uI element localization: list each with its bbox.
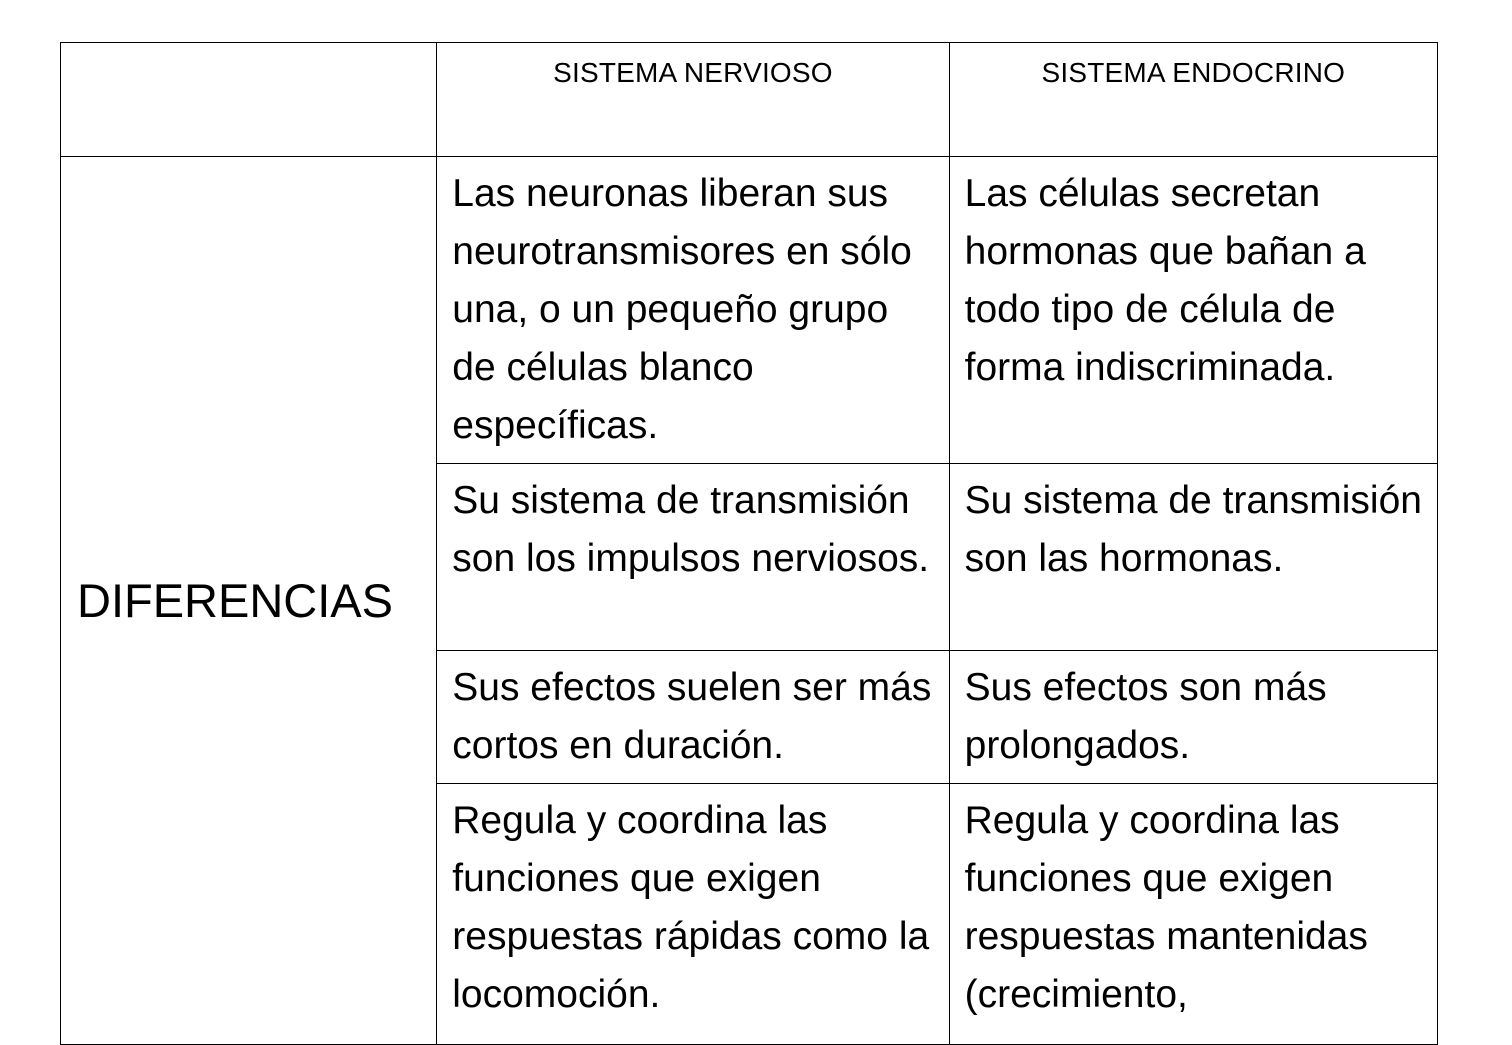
comparison-table: [60, 42, 1438, 1045]
header-empty-cell: [61, 43, 437, 157]
cell-endocrino-1: Las células secretan hormonas que bañan a todo tipo de célula de forma indiscriminada.: [949, 157, 1437, 464]
cell-nervioso-3: Sus efectos suelen ser más cortos en duración.: [437, 651, 949, 784]
header-label-nervioso: SISTEMA NERVIOSO: [553, 57, 833, 88]
row-label-diferencias: DIFERENCIAS: [61, 157, 437, 1045]
cell-endocrino-3: Sus efectos son más prolongados.: [949, 651, 1437, 784]
cell-nervioso-1: Las neuronas liberan sus neurotransmisores en sólo una, o un pequeño grupo de células blanco específicas.: [437, 157, 949, 464]
cell-nervioso-2: Su sistema de transmisión son los impulsos nerviosos.: [437, 464, 949, 651]
cell-endocrino-2: Su sistema de transmisión son las hormonas.: [949, 464, 1437, 651]
header-sistema-nervioso: [437, 43, 949, 157]
header-label-endocrino: SISTEMA ENDOCRINO: [1041, 57, 1346, 88]
table-row: [61, 157, 1438, 464]
header-row: [61, 43, 1438, 157]
header-sistema-endocrino: [949, 43, 1437, 157]
cell-endocrino-4: Regula y coordina las funciones que exigen respuestas mantenidas (crecimiento,: [949, 784, 1437, 1045]
cell-nervioso-4: Regula y coordina las funciones que exigen respuestas rápidas como la locomoción.: [437, 784, 949, 1045]
